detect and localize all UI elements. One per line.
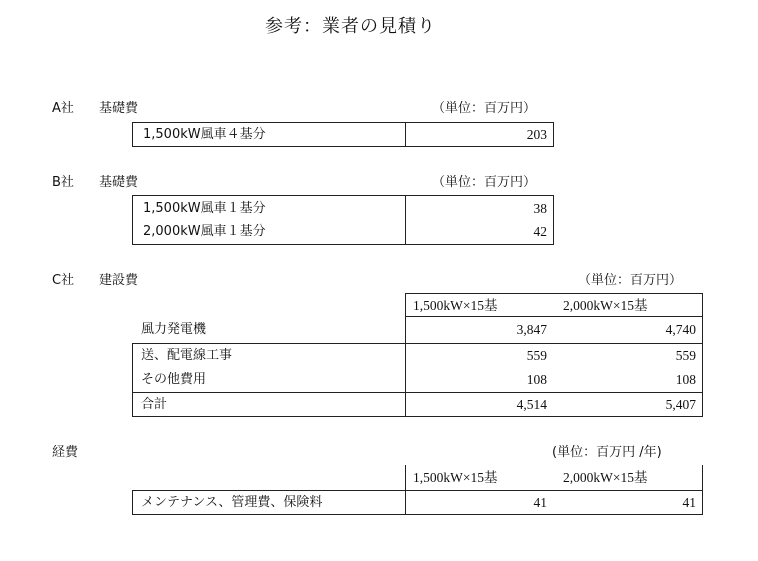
column-divider [405,465,406,490]
company-c-total-label: 合計 [141,397,168,412]
company-a-row-item: 1,500kW風車４基分 [143,127,266,142]
company-b-cost-type: 基礎費 [99,175,139,190]
expenses-row-value-2: 41 [682,495,696,510]
company-c-row-item: その他費用 [141,372,207,387]
company-c-label: C社 [52,273,75,288]
company-c-total-value-2: 5,407 [665,397,696,412]
table-right-edge [702,465,703,490]
company-b-row-item: 2,000kW風車１基分 [143,224,266,239]
company-c-row-item: 送、配電線工事 [141,348,233,363]
company-c-row-value-2: 559 [675,348,696,363]
company-c-col-header: 1,500kW×15基 [413,298,498,313]
company-c-row-value-1: 108 [526,372,547,387]
company-b-row-item: 1,500kW風車１基分 [143,201,266,216]
company-c-row-item: 風力発電機 [141,322,207,337]
company-c-row-value-1: 3,847 [516,322,547,337]
column-divider [405,122,406,147]
company-c-cost-type: 建設費 [99,273,139,288]
column-divider [405,195,406,245]
company-c-unit: （単位：百万円） [578,273,683,288]
expenses-unit: (単位：百万円 /年) [552,445,662,460]
expenses-col-header: 2,000kW×15基 [563,470,648,485]
company-b-row-value: 38 [533,201,547,216]
company-a-cost-type: 基礎費 [99,101,139,116]
expenses-col-header: 1,500kW×15基 [413,470,498,485]
expenses-label: 経費 [52,445,79,460]
page-title: 参考：業者の見積り [265,16,436,37]
total-divider [132,392,703,393]
company-c-total-value-1: 4,514 [516,397,547,412]
expenses-row-item: メンテナンス、管理費、保険料 [141,495,323,510]
column-divider [405,343,406,417]
company-c-row-value-1: 559 [526,348,547,363]
column-divider [405,490,406,515]
company-b-label: B社 [52,175,74,190]
company-a-label: A社 [52,101,74,116]
company-b-row-value: 42 [533,224,547,239]
company-a-unit: （単位：百万円） [432,101,537,116]
company-c-row-value-2: 4,740 [665,322,696,337]
column-divider [405,317,406,343]
company-c-row-value-2: 108 [675,372,696,387]
company-c-col-header: 2,000kW×15基 [563,298,648,313]
expenses-row-value-1: 41 [533,495,547,510]
table-right-edge [702,317,703,343]
company-b-unit: （単位：百万円） [432,175,537,190]
company-a-row-value: 203 [526,127,547,142]
